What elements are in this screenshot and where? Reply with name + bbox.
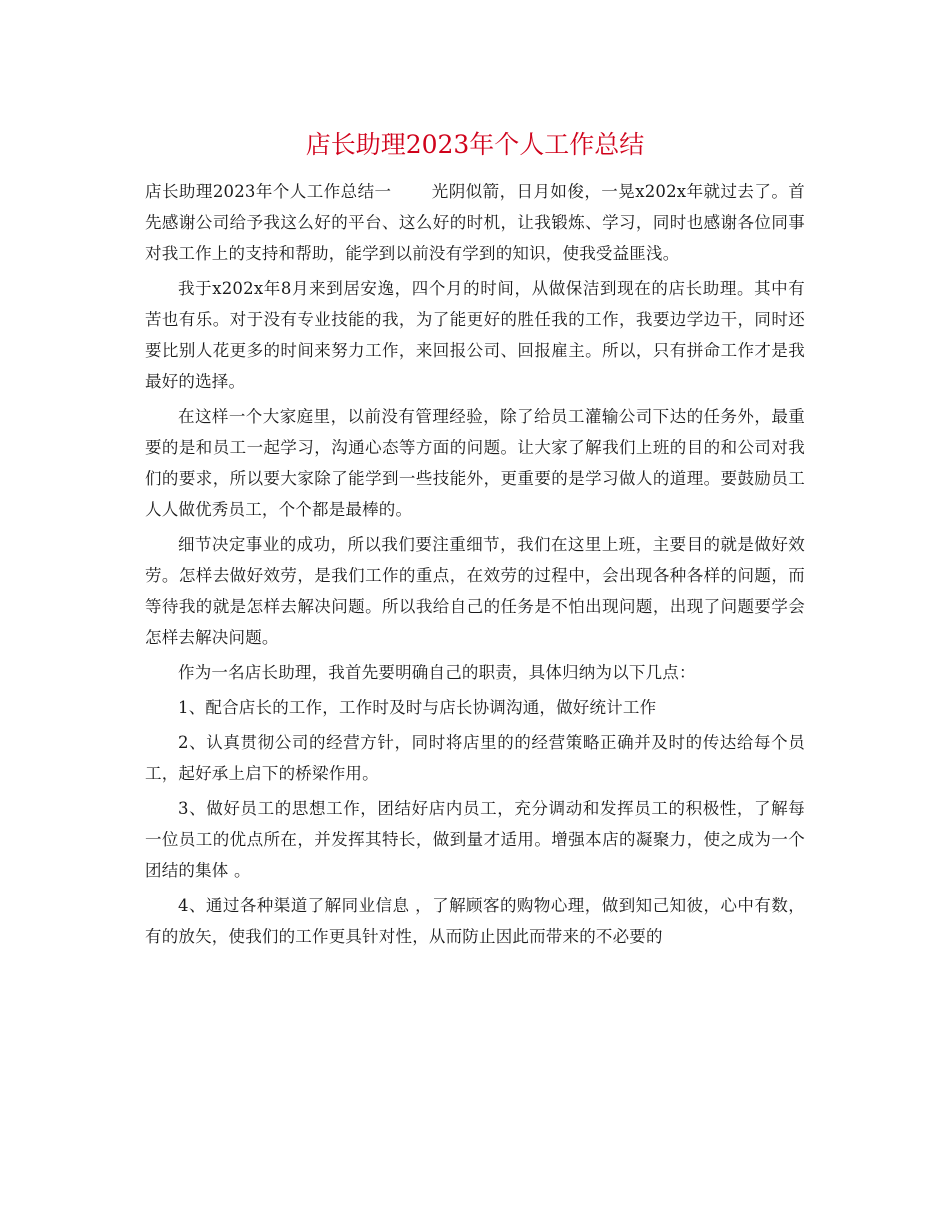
paragraph-3: 细节决定事业的成功，所以我们要注重细节，我们在这里上班，主要目的就是做好效劳。怎样去做好效劳，是我们工作的重点，在效劳的过程中，会出现各种各样的问题，而等待我的就是怎样去解决问题。所以我给自己的任务是不怕出现问题，出现了问题要学会怎样去解决问题。	[145, 535, 805, 647]
list-item-1: 1、配合店长的工作，工作时及时与店长协调沟通，做好统计工作	[178, 698, 657, 717]
paragraph-1: 我于x202x年8月来到居安逸，四个月的时间，从做保洁到现在的店长助理。其中有苦也有乐。对于没有专业技能的我，为了能更好的胜任我的工作，我要边学边干，同时还要比别人花更多的时间来努力工作，来回报公司、回报雇主。所以，只有拼命工作才是我最好的选择。	[145, 279, 805, 391]
list-item-3: 3、做好员工的思想工作，团结好店内员工，充分调动和发挥员工的积极性，了解每一位员工的优点所在，并发挥其特长，做到量才适用。增强本店的凝聚力，使之成为一个团结的集体 。	[145, 799, 805, 880]
list-item-4: 4、通过各种渠道了解同业信息 ，了解顾客的购物心理，做到知己知彼，心中有数，有的放矢，使我们的工作更具针对性，从而防止因此而带来的不必要的	[145, 896, 805, 946]
intro-rest: 光阴似箭，日月如俊，一晃x202x年就过去了。首先感谢公司给予我这么好的平台、这么好的时机，让我锻炼、学习，同时也感谢各位同事对我工作上的支持和帮助，能学到以前没有学到的知识，使我受益匪浅。	[145, 182, 805, 263]
list-item-2: 2、认真贯彻公司的经营方针，同时将店里的的经营策略正确并及时的传达给每个员工，起好承上启下的桥梁作用。	[145, 733, 805, 783]
paragraph-4: 作为一名店长助理，我首先要明确自己的职责，具体归纳为以下几点：	[178, 663, 696, 682]
paragraph-2: 在这样一个大家庭里，以前没有管理经验，除了给员工灌输公司下达的任务外，最重要的是和员工一起学习，沟通心态等方面的问题。让大家了解我们上班的目的和公司对我们的要求，所以要大家除了能学到一些技能外，更重要的是学习做人的道理。要鼓励员工人人做优秀员工，个个都是最棒的。	[145, 407, 805, 519]
intro-lead: 店长助理2023年个人工作总结一	[145, 182, 392, 201]
document-title: 店长助理2023年个人工作总结	[305, 130, 645, 159]
intro-paragraph	[145, 176, 805, 269]
document-body	[145, 176, 805, 956]
